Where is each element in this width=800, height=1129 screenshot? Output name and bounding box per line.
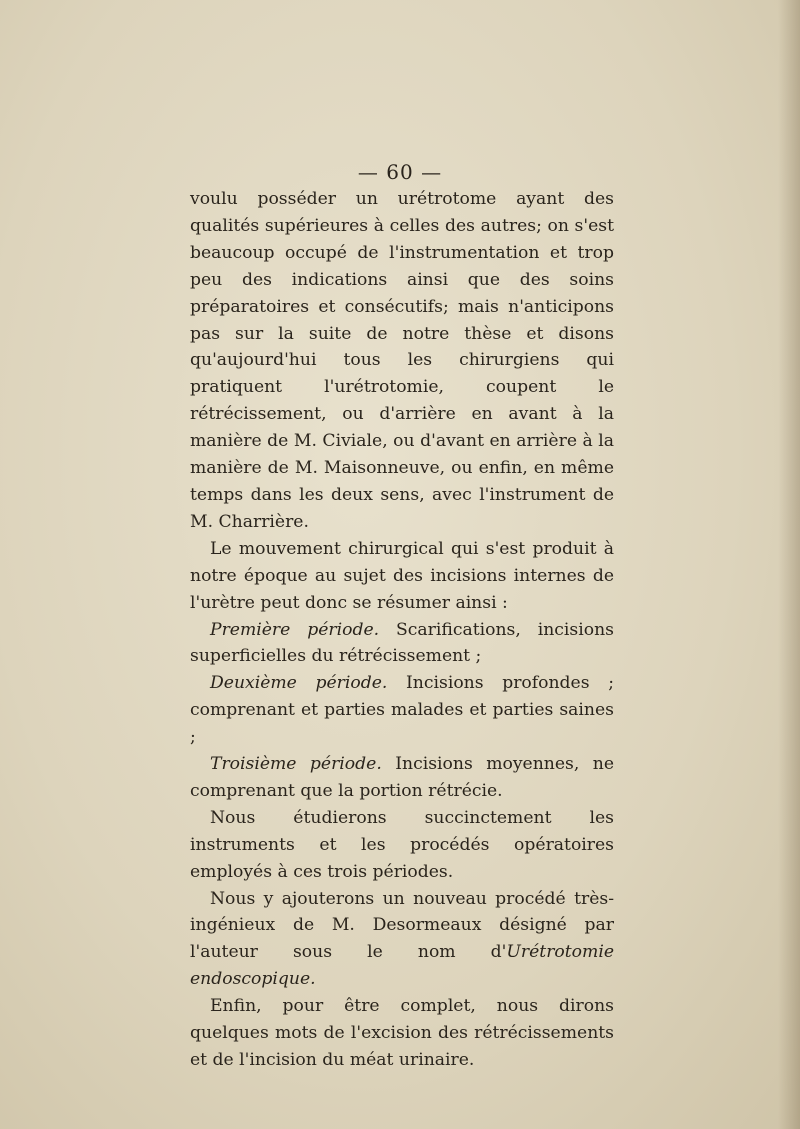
period-1	[190, 617, 614, 671]
period-2-label: Deuxième période.	[210, 673, 388, 694]
desormeaux-text: Nous y ajouterons un nouveau procédé très-ingénieux de M. Desormeaux désigné par l'auteur sous le nom d'	[190, 888, 614, 963]
paragraph-excision: Enfin, pour être complet, nous dirons quelques mots de l'excision des rétrécissements et de l'incision du méat urinaire.	[190, 996, 614, 1070]
paragraph-desormeaux	[190, 886, 614, 994]
page-number: — 60 —	[357, 160, 443, 184]
paragraph-instruments: Nous étudierons succinctement les instruments et les procédés opératoires employés à ces trois périodes.	[190, 807, 614, 882]
paragraph-1: voulu posséder un urétrotome ayant des qualités supérieures à celles des autres; on s'est beaucoup occupé de l'instrumentation et trop peu des indications ainsi que des soins préparatoires et consécutifs; mais n'anticipons pas sur la suite de notre thèse et disons qu'aujourd'hui tous les chirurgiens qui pratiquent l'urétrotomie, coupent le rétrécissement, ou d'arrière en avant à la manière de M. Civiale, ou d'avant en arrière à la manière de M. Maisonneuve, ou enfin, en même temps dans les deux sens, avec l'instrument de M. Charrière.	[190, 189, 614, 532]
period-3-label: Troisième période.	[210, 754, 382, 775]
period-3	[190, 751, 614, 805]
paragraph-2: Le mouvement chirurgical qui s'est produit à notre époque au sujet des incisions internes de l'urètre peut donc se résumer ainsi :	[190, 538, 614, 613]
period-1-label: Première période.	[210, 619, 380, 640]
period-1-text: Scarifications, incisions superficielles du rétrécissement ;	[190, 619, 614, 667]
period-2	[190, 670, 614, 751]
period-3-text: Incisions moyennes, ne comprenant que la portion rétrécie.	[190, 754, 614, 801]
body-text	[190, 186, 614, 1074]
period-2-text: Incisions profondes ; comprenant et parties malades et parties saines ;	[190, 673, 614, 748]
urethrotomy-term: Urétrotomie endoscopique.	[190, 942, 614, 990]
